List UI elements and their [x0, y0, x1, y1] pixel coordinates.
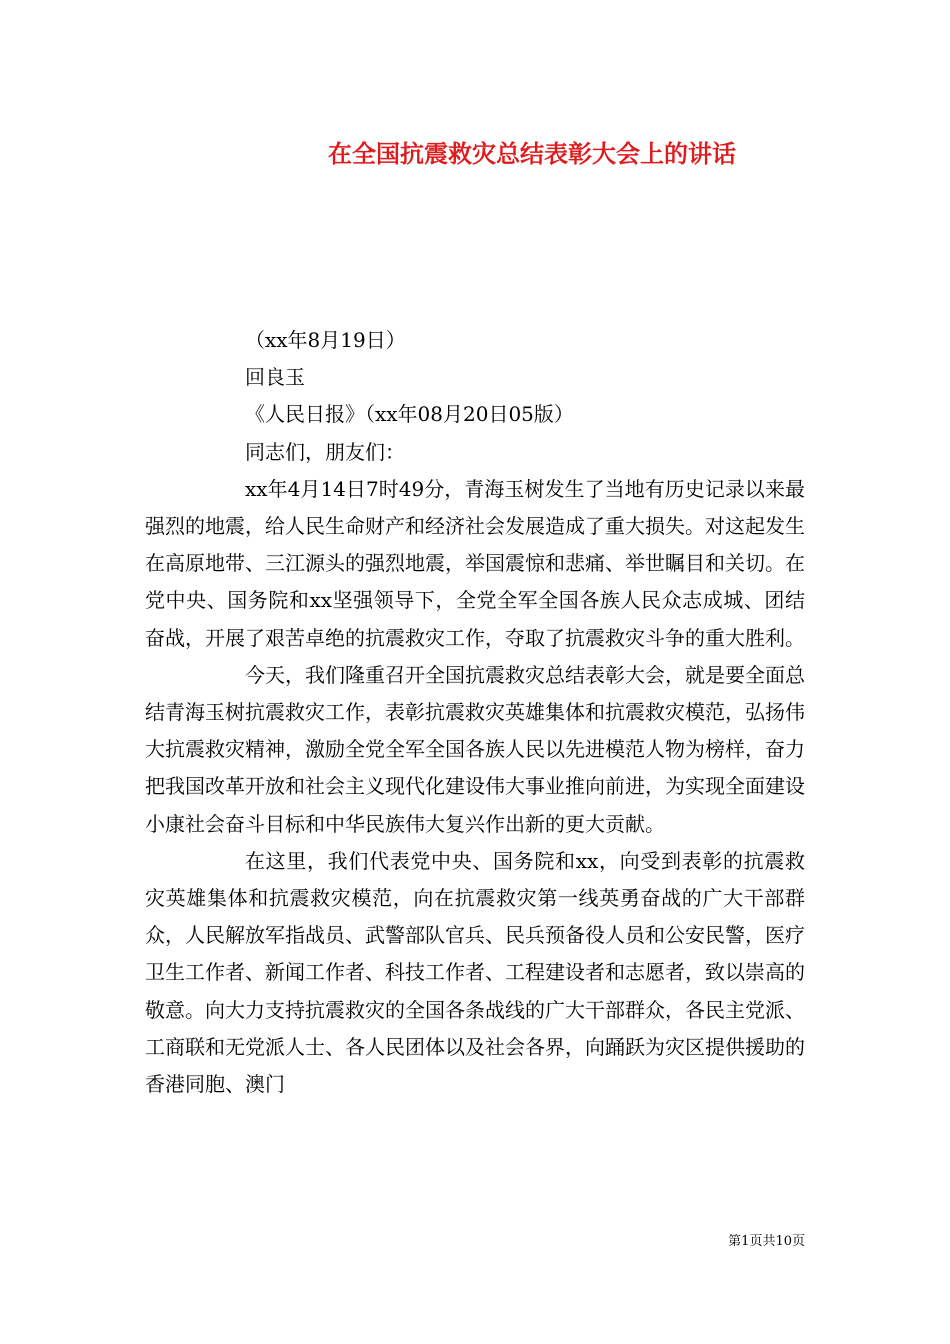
- page-number: 第1页共10页: [728, 1234, 805, 1249]
- document-body: [145, 322, 805, 1103]
- source-line: 《人民日报》（xx年08月20日05版）: [245, 402, 574, 427]
- date-line: （xx年8月19日）: [245, 328, 406, 352]
- salutation: 同志们，朋友们：: [245, 439, 405, 464]
- author-line: 回良玉: [245, 365, 305, 390]
- document-title: 在全国抗震救灾总结表彰大会上的讲话: [328, 139, 736, 168]
- paragraph-2: 今天，我们隆重召开全国抗震救灾总结表彰大会，就是要全面总结青海玉树抗震救灾工作，表彰抗震救灾英雄集体和抗震救灾模范，弘扬伟大抗震救灾精神，激励全党全军全国各族人民以先进模范人物为榜样，奋力把我国改革开放和社会主义现代化建设伟大事业推向前进，为实现全面建设小康社会奋斗目标和中华民族伟大复兴作出新的更大贡献。: [145, 662, 805, 836]
- paragraph-1: xx年4月14日7时49分，青海玉树发生了当地有历史记录以来最强烈的地震，给人民生命财产和经济社会发展造成了重大损失。对这起发生在高原地带、三江源头的强烈地震，举国震惊和悲痛、举世瞩目和关切。在党中央、国务院和xx坚强领导下，全党全军全国各族人民众志成城、团结奋战，开展了艰苦卓绝的抗震救灾工作，夺取了抗震救灾斗争的重大胜利。: [145, 476, 805, 650]
- paragraph-3: 在这里，我们代表党中央、国务院和xx，向受到表彰的抗震救灾英雄集体和抗震救灾模范，向在抗震救灾第一线英勇奋战的广大干部群众，人民解放军指战员、武警部队官兵、民兵预备役人员和公安民警，医疗卫生工作者、新闻工作者、科技工作者、工程建设者和志愿者，致以崇高的敬意。向大力支持抗震救灾的全国各条战线的广大干部群众，各民主党派、工商联和无党派人士、各人民团体以及社会各界，向踊跃为灾区提供援助的香港同胞、澳门: [145, 848, 805, 1097]
